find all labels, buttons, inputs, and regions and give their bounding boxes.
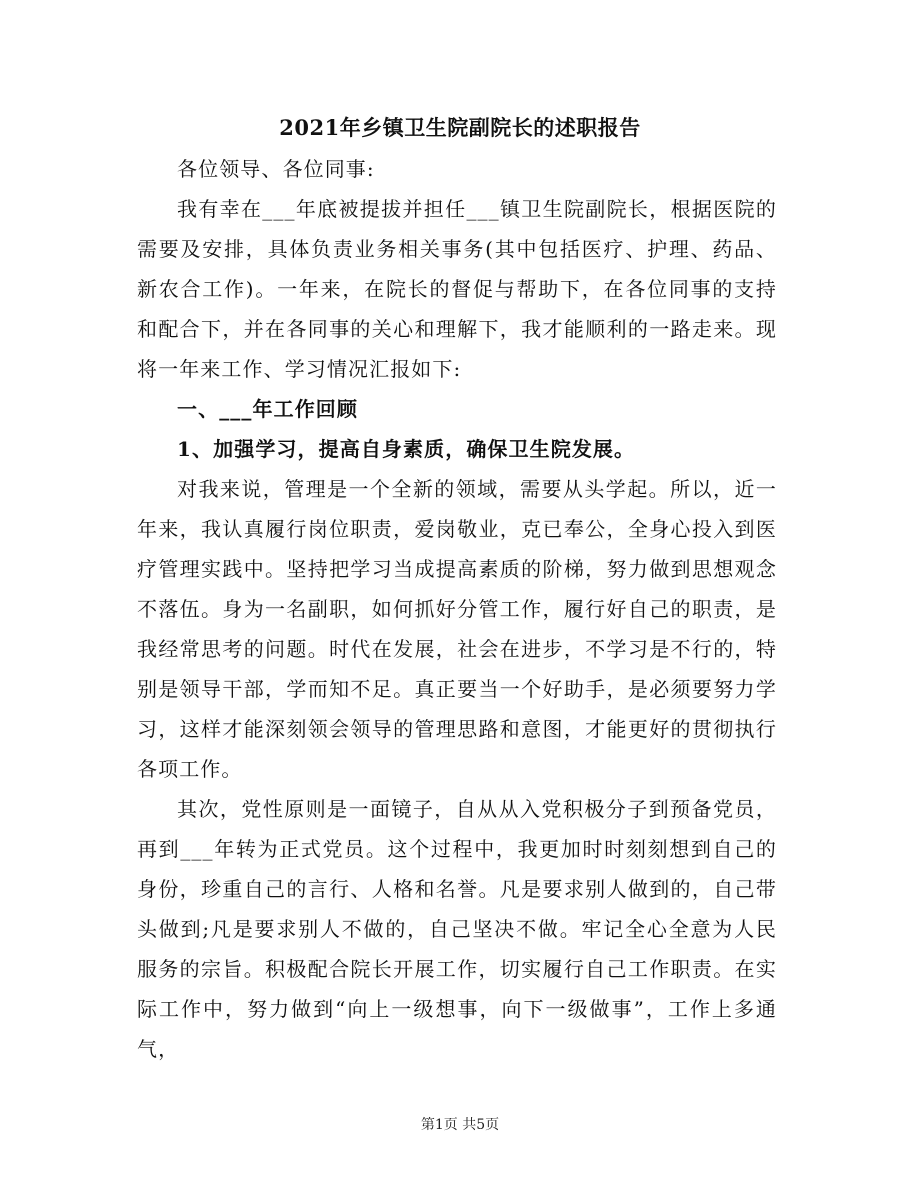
body-paragraph-1: 对我来说，管理是一个全新的领域，需要从头学起。所以，近一年来，我认真履行岗位职责，爱岗敬业，克已奉公，全身心投入到医疗管理实践中。坚持把学习当成提高素质的阶梯，努力做到思想观念不落伍。身为一名副职，如何抓好分管工作，履行好自己的职责，是我经常思考的问题。时代在发展，社会在进步，不学习是不行的，特别是领导干部，学而知不足。真正要当一个好助手，是必须要努力学习，这样才能深刻领会领导的管理思路和意图，才能更好的贯彻执行各项工作。: [137, 477, 777, 781]
intro-paragraph: 我有幸在___年底被提拔并担任___镇卫生院副院长，根据医院的需要及安排，具体负责业务相关事务(其中包括医疗、护理、药品、新农合工作)。一年来，在院长的督促与帮助下，在各位同事的支持和配合下，并在各同事的关心和理解下，我才能顺利的一路走来。现将一年来工作、学习情况汇报如下:: [137, 197, 777, 381]
document-title: 2021年乡镇卫生院副院长的述职报告: [279, 115, 641, 140]
document-body: [137, 149, 777, 1069]
page-number: 第1页 共5页: [420, 1117, 500, 1133]
subsection-heading: 1、加强学习，提高自身素质，确保卫生院发展。: [177, 437, 636, 461]
salutation: 各位领导、各位同事:: [177, 157, 375, 181]
body-paragraph-2: 其次，党性原则是一面镜子，自从从入党积极分子到预备党员，再到___年转为正式党员。这个过程中，我更加时时刻刻想到自己的身份，珍重自己的言行、人格和名誉。凡是要求别人做到的，自己带头做到;凡是要求别人不做的，自己坚决不做。牢记全心全意为人民服务的宗旨。积极配合院长开展工作，切实履行自己工作职责。在实际工作中，努力做到“向上一级想事，向下一级做事”，工作上多通气，: [137, 797, 777, 1061]
section-heading: 一、___年工作回顾: [177, 397, 358, 421]
